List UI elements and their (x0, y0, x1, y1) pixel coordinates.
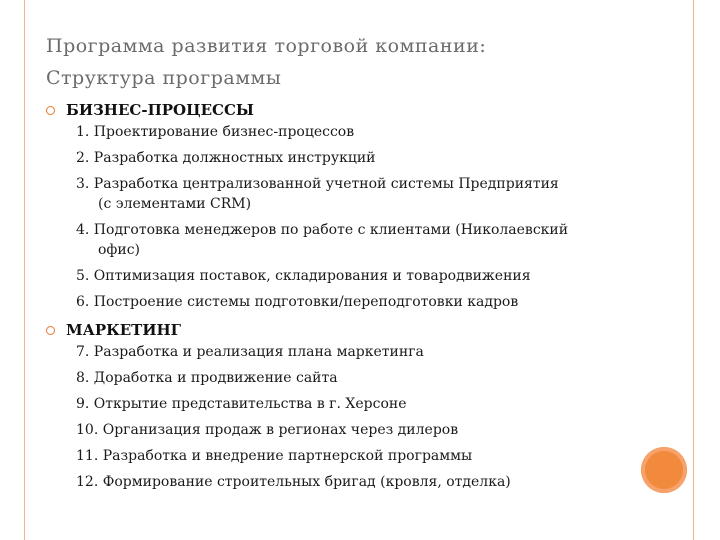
section-heading (46, 98, 646, 122)
list-item (76, 420, 646, 440)
section-heading-text: МАРКЕТИНГ (66, 321, 182, 339)
list-item (76, 342, 646, 362)
list-item (76, 220, 646, 260)
list-item-text: 10. Организация продаж в регионах через дилеров (76, 422, 459, 438)
list-item-text: 8. Доработка и продвижение сайта (76, 370, 338, 386)
list-item-text: 5. Оптимизация поставок, складирования и товародвижения (76, 268, 531, 284)
title-line-2: Структура программы (46, 67, 282, 89)
list-item-text: 4. Подготовка менеджеров по работе с клиентами (Николаевский (76, 222, 569, 238)
list-item (76, 174, 646, 214)
list-item (76, 266, 646, 286)
list-item-continuation: (с элементами CRM) (98, 196, 252, 212)
list-item-text: 9. Открытие представительства в г. Херсоне (76, 396, 407, 412)
section-business-processes (46, 98, 646, 312)
slide-title (46, 30, 646, 94)
list-item-text: 1. Проектирование бизнес-процессов (76, 124, 355, 140)
list-item-text: 3. Разработка централизованной учетной системы Предприятия (76, 176, 559, 192)
list-item (76, 446, 646, 466)
section-marketing (46, 318, 646, 492)
section-heading-text: БИЗНЕС-ПРОЦЕССЫ (66, 101, 254, 119)
decorative-orange-circle (641, 447, 687, 493)
list-item-text: 6. Построение системы подготовки/переподготовки кадров (76, 294, 519, 310)
section-heading (46, 318, 646, 342)
list-item (76, 394, 646, 414)
list-item (76, 472, 646, 492)
slide-content (46, 98, 646, 498)
list-item (76, 292, 646, 312)
list-item-text: 12. Формирование строительных бригад (кровля, отделка) (76, 474, 511, 490)
list-item-text: 7. Разработка и реализация плана маркетинга (76, 344, 424, 360)
circle-bullet-icon (46, 326, 55, 335)
circle-bullet-icon (46, 106, 55, 115)
list-item-text: 2. Разработка должностных инструкций (76, 150, 376, 166)
list-item-continuation: офис) (98, 242, 141, 258)
list-item (76, 368, 646, 388)
list-item (76, 148, 646, 168)
list-item (76, 122, 646, 142)
list-item-text: 11. Разработка и внедрение партнерской программы (76, 448, 473, 464)
title-line-1: Программа развития торговой компании: (46, 35, 487, 57)
